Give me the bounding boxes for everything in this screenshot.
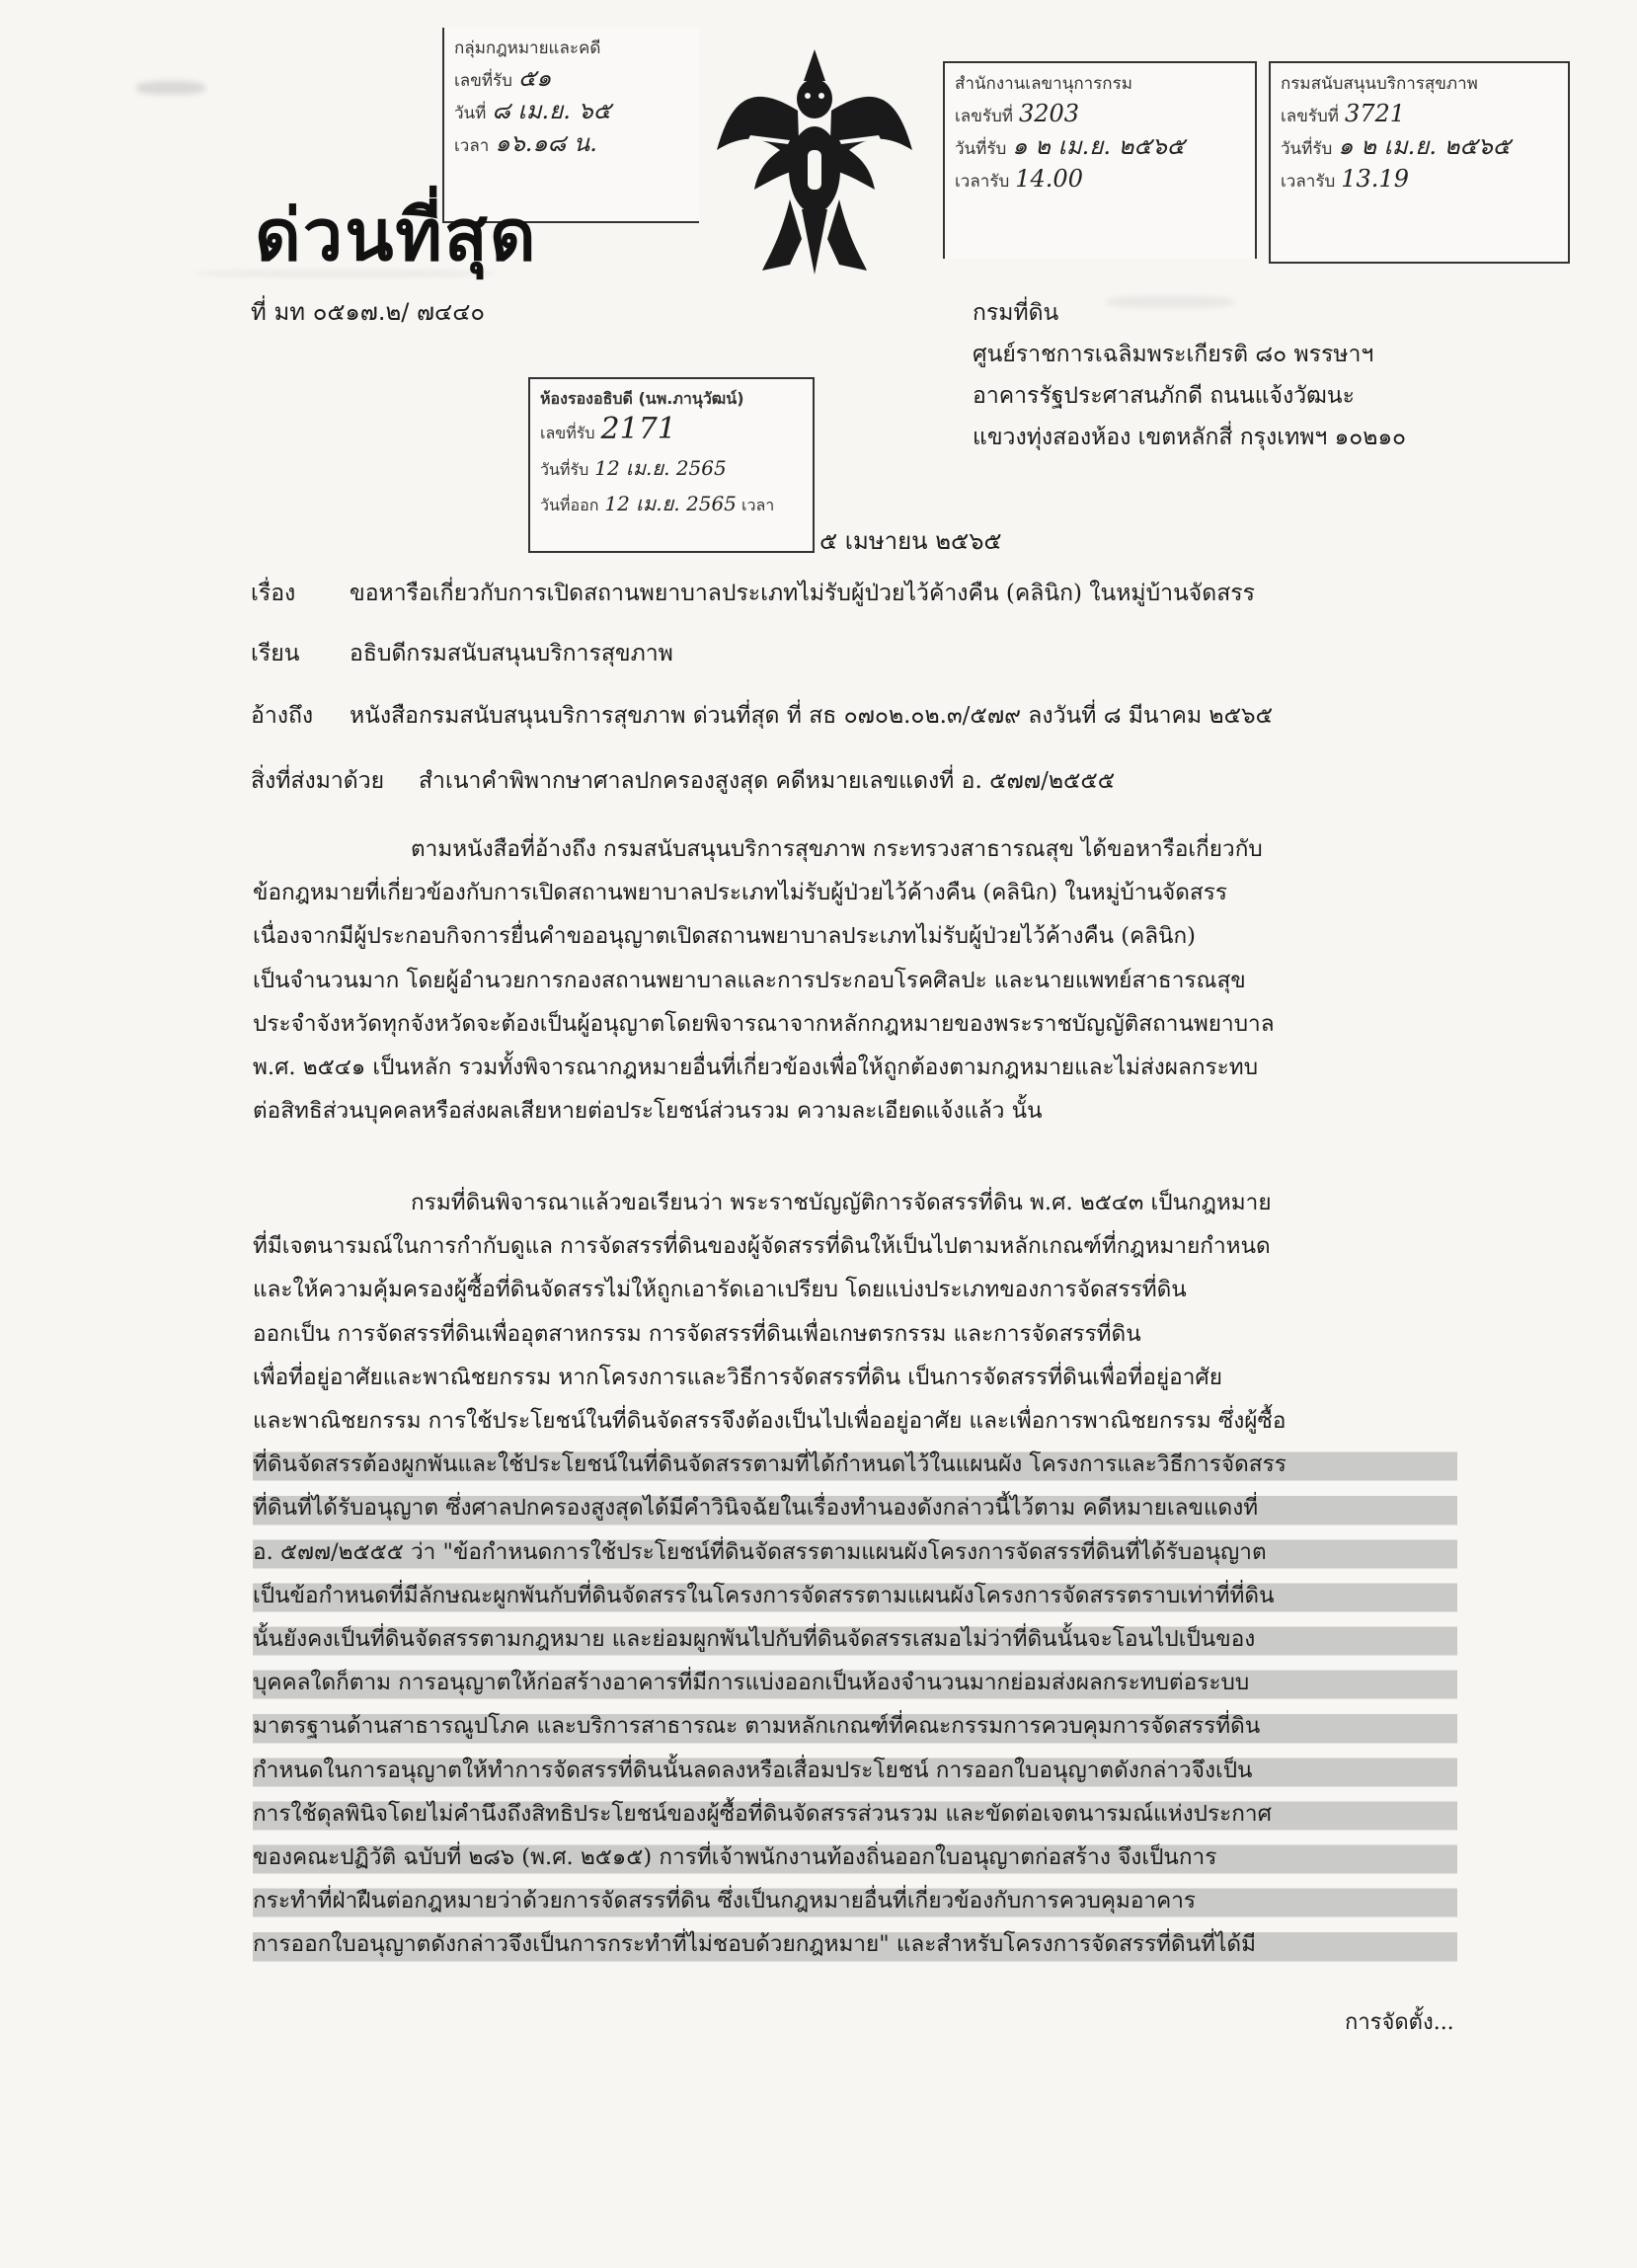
stamp-label: วันที่ออก xyxy=(540,496,599,514)
stamp-label: วันที่รับ xyxy=(1281,139,1333,159)
enclosure-line xyxy=(251,764,1115,798)
stamp-time: 14.00 xyxy=(1015,165,1083,193)
reference-line xyxy=(251,699,1273,733)
sender-line: ศูนย์ราชการเฉลิมพระเกียรติ ๘๐ พรรษาฯ xyxy=(973,342,1374,367)
stamp-recv-no: ๕๑ xyxy=(517,64,552,92)
subject-line xyxy=(251,577,1255,610)
letter-date: ๕ เมษายน ๒๕๖๕ xyxy=(819,527,1002,555)
stamp-label: เลขรับที่ xyxy=(1281,107,1339,126)
highlighted-line: ของคณะปฏิวัติ ฉบับที่ ๒๘๖ (พ.ศ. ๒๕๑๕) การที่เจ้าพนักงานท้องถิ่นออกใบอนุญาตก่อสร้าง จึงเป็นการ xyxy=(253,1836,1457,1879)
highlighted-line: การใช้ดุลพินิจโดยไม่คำนึงถึงสิทธิประโยชน์ของผู้ซื้อที่ดินจัดสรรส่วนรวม และขัดต่อเจตนารมณ์แห่งประกาศ xyxy=(253,1792,1457,1836)
paragraph-1 xyxy=(253,827,1457,1133)
stamp-date: ๘ เม.ย. ๖๕ xyxy=(492,97,611,124)
stamp-date: ๑ ๒ เม.ย. ๒๕๖๕ xyxy=(1012,132,1185,160)
stamp-secretary-office xyxy=(943,61,1257,259)
stamp-label: เวลารับ xyxy=(1281,172,1336,192)
stamp-time: 13.19 xyxy=(1341,165,1409,193)
paragraph-line: ตามหนังสือที่อ้างถึง กรมสนับสนุนบริการสุขภาพ กระทรวงสาธารณสุข ได้ขอหารือเกี่ยวกับ xyxy=(411,836,1263,862)
highlighted-line: กระทำที่ฝ่าฝืนต่อกฎหมายว่าด้วยการจัดสรรที่ดิน ซึ่งเป็นกฎหมายอื่นที่เกี่ยวข้องกับการควบคุมอาคาร xyxy=(253,1879,1457,1922)
paragraph-line: ออกเป็น การจัดสรรที่ดินเพื่ออุตสาหกรรม การจัดสรรที่ดินเพื่อเกษตรกรรม และการจัดสรรที่ดิน xyxy=(253,1320,1141,1347)
highlighted-line: อ. ๕๗๗/๒๕๕๕ ว่า "ข้อกำหนดการใช้ประโยชน์ที่ดินจัดสรรตามแผนผังโครงการจัดสรรที่ดินที่ได้รับอนุญาต xyxy=(253,1530,1457,1574)
stamp-time: ๑๖.๑๘ น. xyxy=(495,129,597,157)
highlighted-line: ที่ดินที่ได้รับอนุญาต ซึ่งศาลปกครองสูงสุดได้มีคำวินิจฉัยในเรื่องทำนองดังกล่าวนี้ไว้ตาม คดีหมายเลขแดงที่ xyxy=(253,1486,1457,1529)
reference-label: อ้างถึง xyxy=(251,703,314,729)
urgency-heading: ด่วนที่สุด xyxy=(255,194,538,276)
highlighted-line: มาตรฐานด้านสาธารณูปโภค และบริการสาธารณะ ตามหลักเกณฑ์ที่คณะกรรมการควบคุมการจัดสรรที่ดิน xyxy=(253,1704,1457,1748)
paragraph-line: กรมที่ดินพิจารณาแล้วขอเรียนว่า พระราชบัญญัติการจัดสรรที่ดิน พ.ศ. ๒๕๔๓ เป็นกฎหมาย xyxy=(411,1190,1272,1215)
stamp-label: เลขที่รับ xyxy=(540,424,595,442)
paragraph-line: เนื่องจากมีผู้ประกอบกิจการยื่นคำขออนุญาตเปิดสถานพยาบาลประเภทไม่รับผู้ป่วยไว้ค้างคืน (คลินิก) xyxy=(253,923,1196,950)
recipient-line xyxy=(251,637,673,670)
stamp-label: วันที่ xyxy=(454,104,487,123)
paragraph-line: ที่มีเจตนารมณ์ในการกำกับดูแล การจัดสรรที่ดินของผู้จัดสรรที่ดินให้เป็นไปตามหลักเกณฑ์ที่กฎหมายกำหนด xyxy=(253,1233,1271,1260)
subject-label: เรื่อง xyxy=(251,581,296,606)
continuation-text: การจัดตั้ง... xyxy=(1345,2010,1454,2035)
stamp-label: เลขที่รับ xyxy=(454,71,512,91)
garuda-emblem-icon xyxy=(711,41,918,278)
stamp-title: กลุ่มกฎหมายและคดี xyxy=(454,39,601,58)
stamp-title: สำนักงานเลขานุการกรม xyxy=(955,74,1132,94)
stamp-deputy-director xyxy=(528,377,815,553)
stamp-date: ๑ ๒ เม.ย. ๒๕๖๕ xyxy=(1338,132,1511,160)
highlighted-line: นั้นยังคงเป็นที่ดินจัดสรรตามกฎหมาย และย่อมผูกพันไปกับที่ดินจัดสรรเสมอไม่ว่าที่ดินนั้นจะโอนไปเป็นของ xyxy=(253,1617,1457,1661)
stamp-recv-no: 2171 xyxy=(600,412,676,446)
paragraph-line: ประจำจังหวัดทุกจังหวัดจะต้องเป็นผู้อนุญาตโดยพิจารณาจากหลักกฎหมายของพระราชบัญญัติสถานพยาบาล xyxy=(253,1010,1275,1037)
enclosure-text: สำเนาคำพิพากษาศาลปกครองสูงสุด คดีหมายเลขแดงที่ อ. ๕๗๗/๒๕๕๕ xyxy=(419,768,1116,794)
scan-smudge xyxy=(136,81,205,95)
stamp-label: เลขรับที่ xyxy=(955,107,1013,126)
sender-address xyxy=(973,292,1406,458)
stamp-title: กรมสนับสนุนบริการสุขภาพ xyxy=(1281,74,1478,94)
stamp-label: เวลา xyxy=(454,136,490,156)
stamp-label: วันที่รับ xyxy=(540,460,589,479)
stamp-recv-no: 3721 xyxy=(1344,100,1406,127)
paragraph-line: และให้ความคุ้มครองผู้ซื้อที่ดินจัดสรรไม่ให้ถูกเอารัดเอาเปรียบ โดยแบ่งประเภทของการจัดสรรที่ดิน xyxy=(253,1277,1187,1303)
reference-text: หนังสือกรมสนับสนุนบริการสุขภาพ ด่วนที่สุด ที่ สธ ๐๗๐๒.๐๒.๓/๕๗๙ ลงวันที่ ๘ มีนาคม ๒๕๖๕ xyxy=(350,703,1273,729)
recipient-text: อธิบดีกรมสนับสนุนบริการสุขภาพ xyxy=(350,641,673,666)
paragraph-line: ข้อกฎหมายที่เกี่ยวข้องกับการเปิดสถานพยาบาลประเภทไม่รับผู้ป่วยไว้ค้างคืน (คลินิก) ในหมู่บ้านจัดสรร xyxy=(253,880,1227,906)
paragraph-line: เพื่อที่อยู่อาศัยและพาณิชยกรรม หากโครงการและวิธีการจัดสรรที่ดิน เป็นการจัดสรรที่ดินเพื่อที่อยู่อาศัย xyxy=(253,1364,1222,1390)
document-number: ที่ มท ๐๕๑๗.๒/ ๗๔๔๐ xyxy=(251,298,485,326)
enclosure-label: สิ่งที่ส่งมาด้วย xyxy=(251,768,385,794)
paragraph-2 xyxy=(253,1181,1457,1967)
stamp-label: เวลา xyxy=(741,496,775,514)
stamp-label: วันที่รับ xyxy=(955,139,1007,159)
highlighted-line: การออกใบอนุญาตดังกล่าวจึงเป็นการกระทำที่ไม่ชอบด้วยกฎหมาย" และสำหรับโครงการจัดสรรที่ดินที่ได้มี xyxy=(253,1922,1457,1966)
highlighted-line: บุคคลใดก็ตาม การอนุญาตให้ก่อสร้างอาคารที่มีการแบ่งออกเป็นห้องจำนวนมากย่อมส่งผลกระทบต่อระบบ xyxy=(253,1661,1457,1704)
stamp-out-date: 12 เม.ย. 2565 xyxy=(604,492,737,515)
subject-text: ขอหารือเกี่ยวกับการเปิดสถานพยาบาลประเภทไม่รับผู้ป่วยไว้ค้างคืน (คลินิก) ในหมู่บ้านจัดสรร xyxy=(350,581,1255,606)
stamp-department xyxy=(1269,61,1570,264)
paragraph-line: เป็นจำนวนมาก โดยผู้อำนวยการกองสถานพยาบาลและการประกอบโรคศิลปะ และนายแพทย์สาธารณสุข xyxy=(253,967,1246,993)
recipient-label: เรียน xyxy=(251,641,300,666)
highlighted-line: เป็นข้อกำหนดที่มีลักษณะผูกพันกับที่ดินจัดสรรในโครงการจัดสรรตามแผนผังโครงการจัดสรรตราบเท่าที่ที่ดิน xyxy=(253,1574,1457,1617)
sender-line: แขวงทุ่งสองห้อง เขตหลักสี่ กรุงเทพฯ ๑๐๒๑๐ xyxy=(973,425,1407,450)
stamp-recv-no: 3203 xyxy=(1018,100,1080,127)
paragraph-line: ต่อสิทธิส่วนบุคคลหรือส่งผลเสียหายต่อประโยชน์ส่วนรวม ความละเอียดแจ้งแล้ว นั้น xyxy=(253,1098,1043,1125)
paragraph-line: พ.ศ. ๒๕๔๑ เป็นหลัก รวมทั้งพิจารณากฎหมายอื่นที่เกี่ยวข้องเพื่อให้ถูกต้องตามกฎหมายและไม่ส่งผลกระทบ xyxy=(253,1055,1259,1081)
highlighted-line: ที่ดินจัดสรรต้องผูกพันและใช้ประโยชน์ในที่ดินจัดสรรตามที่ได้กำหนดไว้ในแผนผัง โครงการและวิธีการจัดสรร xyxy=(253,1443,1457,1486)
stamp-label: เวลารับ xyxy=(955,172,1010,192)
highlighted-line: กำหนดในการอนุญาตให้ทำการจัดสรรที่ดินนั้นลดลงหรือเสื่อมประโยชน์ การออกใบอนุญาตดังกล่าวจึงเป็น xyxy=(253,1749,1457,1792)
stamp-date: 12 เม.ย. 2565 xyxy=(594,456,727,480)
sender-line: อาคารรัฐประศาสนภักดี ถนนแจ้งวัฒนะ xyxy=(973,383,1356,409)
stamp-title: ห้องรองอธิบดี (นพ.ภานุวัฒน์) xyxy=(540,389,744,408)
sender-org: กรมที่ดิน xyxy=(973,300,1059,326)
paragraph-line: และพาณิชยกรรม การใช้ประโยชน์ในที่ดินจัดสรรจึงต้องเป็นไปเพื่ออยู่อาศัย และเพื่อการพาณิชยกรรม ซึ่งผู้ซื้อ xyxy=(253,1408,1286,1435)
